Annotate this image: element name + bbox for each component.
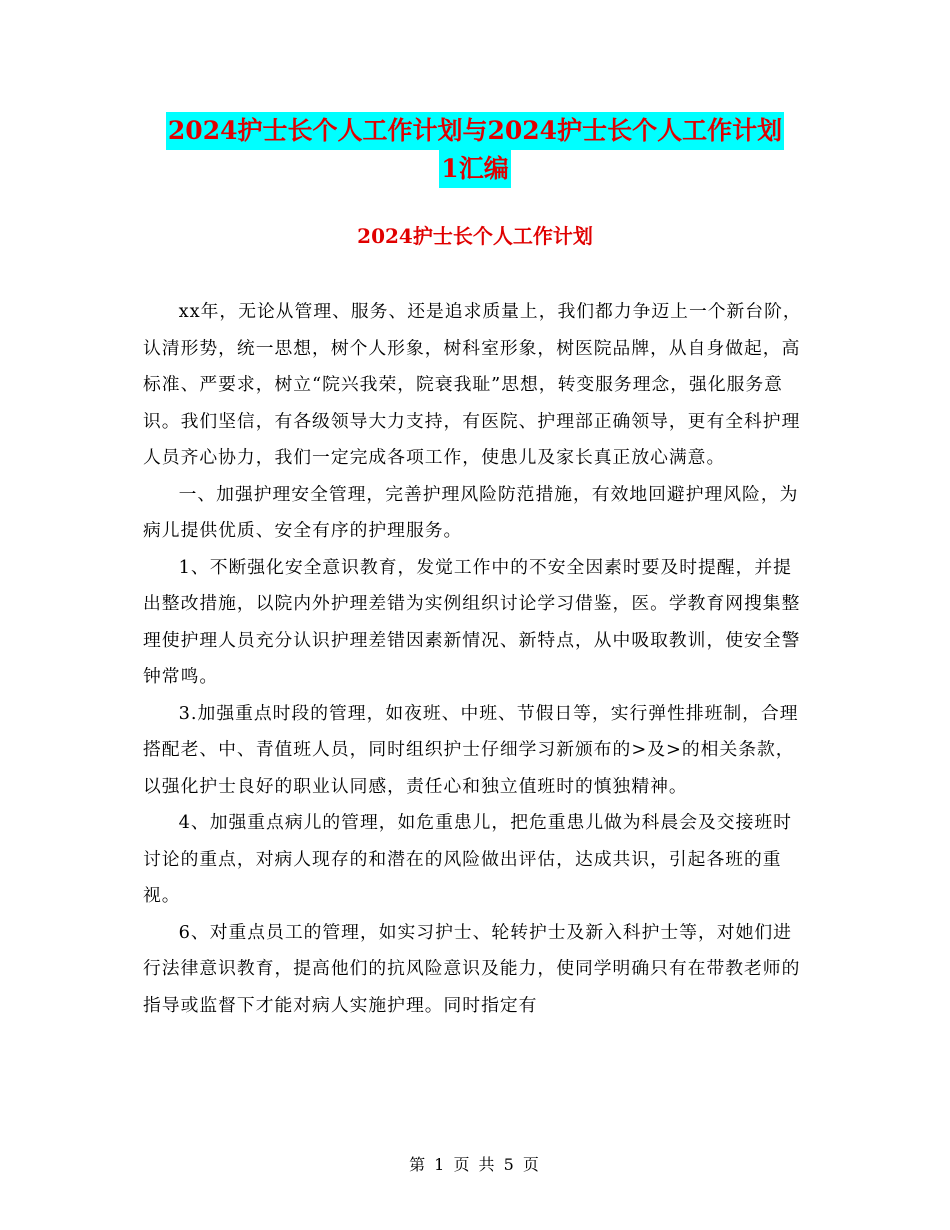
paragraph: xx年，无论从管理、服务、还是追求质量上，我们都力争迈上一个新台阶，认清形势，统一思想，树个人形象，树科室形象，树医院品牌，从自身做起，高标准、严要求，树立“院兴我荣，院衰我耻”思想，转变服务理念，强化服务意识。我们坚信，有各级领导大力支持，有医院、护理部正确领导，更有全科护理人员齐心协力，我们一定完成各项工作，使患儿及家长真正放心满意。 — [143, 301, 802, 468]
paragraph: 1、不断强化安全意识教育，发觉工作中的不安全因素时要及时提醒，并提出整改措施，以院内外护理差错为实例组织讨论学习借鉴，医。学教育网搜集整理使护理人员充分认识护理差错因素新情况、新特点，从中吸取教训，使安全警钟常鸣。 — [143, 556, 801, 687]
page-number-footer: 第 1 页 共 5 页 — [409, 1155, 541, 1174]
paragraph: 一、加强护理安全管理，完善护理风险防范措施，有效地回避护理风险，为病儿提供优质、安全有序的护理服务。 — [143, 483, 799, 541]
paragraph: 3.加强重点时段的管理，如夜班、中班、节假日等，实行弹性排班制，合理搭配老、中、青值班人员，同时组织护士仔细学习新颁布的>及>的相关条款，以强化护士良好的职业认同感，责任心和独立值班时的慎独精神。 — [143, 702, 799, 797]
body-text — [143, 294, 809, 1024]
paragraph: 6、对重点员工的管理，如实习护士、轮转护士及新入科护士等，对她们进行法律意识教育，提高他们的抗风险意识及能力，使同学明确只有在带教老师的指导或监督下才能对病人实施护理。同时指定有 — [143, 921, 801, 1016]
paragraph: 4、加强重点病儿的管理，如危重患儿，把危重患儿做为科晨会及交接班时讨论的重点，对病人现存的和潜在的风险做出评估，达成共识，引起各班的重视。 — [143, 812, 792, 906]
title-line-1: 2024护士长个人工作计划与2024护士长个人工作计划 — [166, 112, 784, 150]
document-title — [0, 112, 950, 188]
title-line-2: 1汇编 — [439, 150, 510, 188]
section-heading: 2024护士长个人工作计划 — [357, 224, 593, 248]
